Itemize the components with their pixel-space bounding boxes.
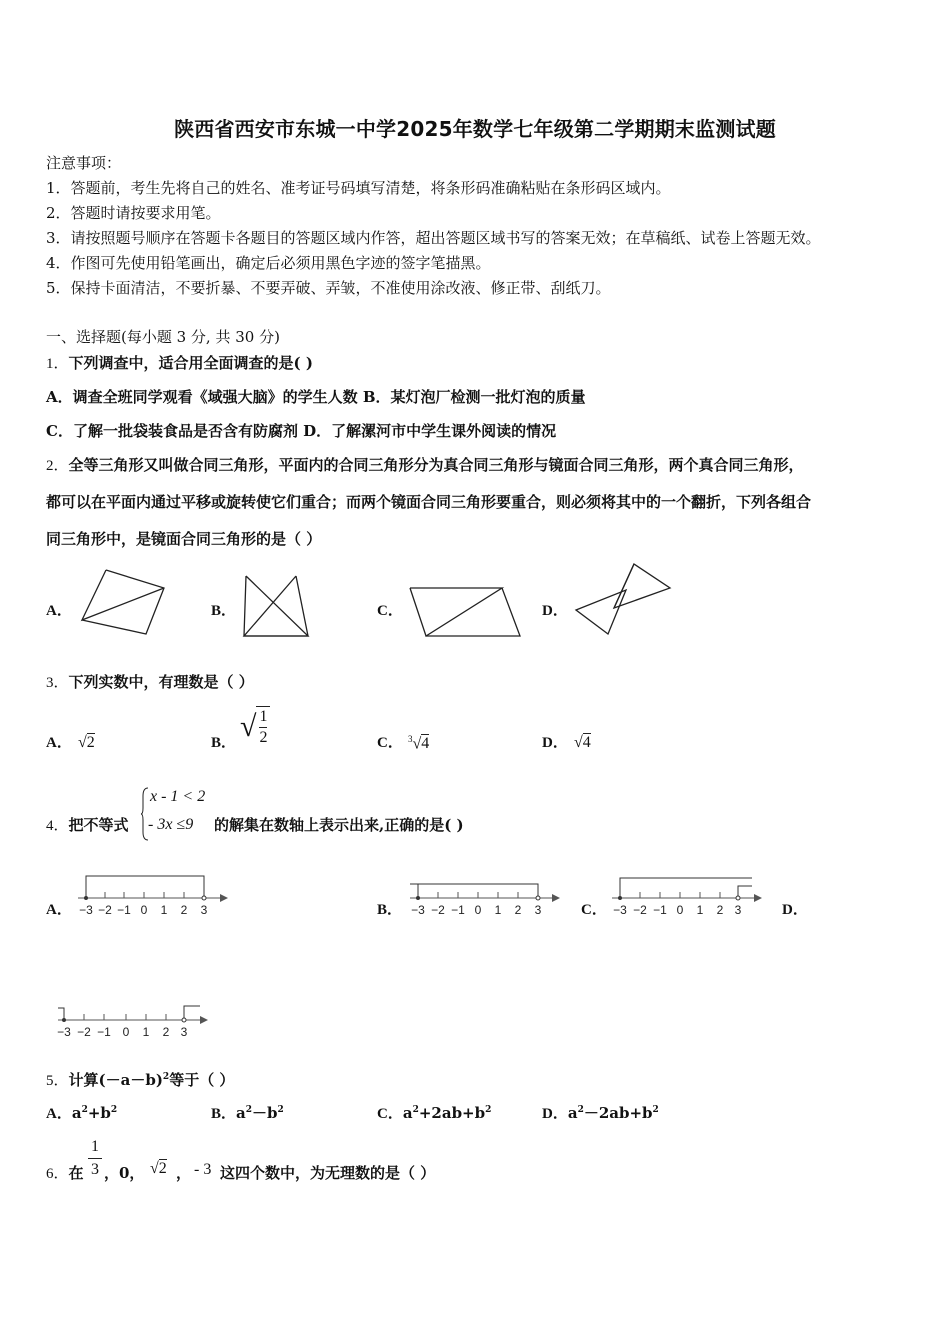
q3-option-c-label: C． [377, 735, 403, 751]
tick-label: 0 [140, 903, 148, 917]
notice-heading: 注意事项： [46, 154, 122, 172]
sqrt-icon: √ [150, 1160, 159, 1177]
q2-figure-b [238, 572, 314, 642]
triangle-shape [426, 588, 520, 636]
solution-range [184, 1006, 200, 1020]
fraction-numerator: 1 [88, 1136, 102, 1159]
radicand: 2 [86, 734, 95, 751]
q4-number-line-c [606, 870, 766, 926]
q6-negative: - 3 [194, 1161, 212, 1178]
question-2-line-2: 都可以在平面内通过平移或旋转使它们重合；而两个镜面合同三角形要重合，则必须将其中的一个翻折，下列各组合 [46, 493, 812, 511]
question-text: 全等三角形又叫做合同三角形，平面内的合同三角形分为真合同三角形与镜面合同三角形，两个真合同三角形， [68, 456, 804, 474]
tick-label: −1 [117, 903, 131, 917]
sqrt-icon: √ [78, 734, 87, 751]
question-number: 6． [46, 1166, 69, 1182]
page-title: 陕西省西安市东城一中学2025年数学七年级第二学期期末监测试题 [174, 117, 776, 141]
question-number: 5． [46, 1073, 69, 1089]
fraction-denominator: 3 [91, 1161, 99, 1178]
q6-zero: ，0， [104, 1164, 145, 1182]
q6-fraction [88, 1136, 102, 1181]
expression: 计算(－a－b) [68, 1071, 163, 1089]
tick-label: 0 [474, 903, 482, 917]
tick-label: 0 [122, 1025, 130, 1039]
notice-item-3: 3．请按照题号顺序在答题卡各题目的答题区域内作答，超出答题区域书写的答案无效；在草稿纸、试卷上答题无效。 [46, 229, 821, 247]
tick-label: −3 [613, 903, 627, 917]
solution-range [738, 886, 752, 898]
question-text-pre: 把不等式 [68, 816, 129, 834]
q2-option-c-label: C． [377, 603, 403, 619]
tick-label: 1 [494, 903, 502, 917]
radicand: 4 [421, 735, 430, 753]
notice-item-2: 2．答题时请按要求用笔。 [46, 204, 221, 222]
tick-label: 3 [180, 1025, 188, 1039]
option-label: A． [46, 1106, 72, 1122]
section-heading: 一、选择题(每小题 3 分, 共 30 分) [46, 328, 280, 346]
tick-label: 1 [142, 1025, 150, 1039]
q6-separator: ， [176, 1164, 192, 1182]
option-expression: $a^2+b^2$ [71, 1104, 118, 1122]
q3-option-a-label: A． [46, 735, 72, 751]
option-label: B． [211, 1106, 237, 1122]
question-number: 2． [46, 458, 69, 474]
tick-label: −2 [431, 903, 445, 917]
tick-label: 2 [180, 903, 188, 917]
q6-question-text: 这四个数中，为无理数的是（ ） [220, 1164, 436, 1182]
q5-option-d [542, 1102, 659, 1123]
solution-range [58, 1008, 64, 1020]
radicand: 2 [158, 1160, 167, 1177]
q5-option-a [46, 1102, 117, 1123]
tick-marks [620, 892, 738, 898]
notice-item-1: 1．答题前，考生先将自己的姓名、准考证号码填写清楚，将条形码准确粘贴在条形码区域内。 [46, 179, 671, 197]
q3-option-a [78, 734, 95, 752]
q5-option-c [377, 1102, 491, 1123]
solution-range [410, 884, 418, 898]
question-1 [46, 352, 313, 373]
tick-label: −1 [451, 903, 465, 917]
inequality-1: x - 1 < 2 [150, 788, 206, 805]
q3-option-c [408, 734, 429, 753]
question-text-post: 的解集在数轴上表示出来,正确的是( ) [214, 816, 464, 834]
question-number: 1． [46, 356, 69, 372]
tick-label: −1 [653, 903, 667, 917]
option-label: C． [377, 1106, 403, 1122]
exponent: 2 [162, 1072, 170, 1082]
inequality-2: - 3x ≤9 [148, 816, 194, 833]
option-expression: $a^2-b^2$ [236, 1104, 284, 1122]
triangle-shape [410, 588, 502, 636]
notice-item-5: 5．保持卡面清洁，不要折暴、不要弄破、弄皱，不准使用涂改液、修正带、刮纸刀。 [46, 279, 611, 297]
tick-label: −3 [411, 903, 425, 917]
question-text-pre: 在 [68, 1164, 84, 1182]
question-number: 4． [46, 818, 69, 834]
q4-option-c-label: C． [581, 902, 607, 918]
tick-label: 1 [160, 903, 168, 917]
q1-options-ab: A．调查全班同学观看《域强大脑》的学生人数 B．某灯泡厂检测一批灯泡的质量 [46, 388, 586, 406]
question-6 [46, 1162, 84, 1183]
q4-number-line-b [404, 870, 564, 926]
q3-option-b-label: B． [211, 735, 237, 751]
question-5 [46, 1069, 234, 1090]
question-2-line-3: 同三角形中，是镜面合同三角形的是（ ） [46, 530, 322, 548]
question-number: 3． [46, 675, 69, 691]
tick-label: 3 [734, 903, 742, 917]
tick-marks [64, 1014, 184, 1020]
tick-label: 1 [696, 903, 704, 917]
fraction-denominator: 2 [259, 729, 268, 746]
q4-option-d-label: D． [782, 902, 808, 918]
question-4 [46, 814, 129, 835]
notice-item-4: 4．作图可先使用铅笔画出，确定后必须用黑色字迹的签字笔描黑。 [46, 254, 491, 272]
question-text [69, 1071, 235, 1089]
q2-figure-d [572, 558, 676, 640]
tick-label: −2 [77, 1025, 91, 1039]
tick-label: 0 [676, 903, 684, 917]
q2-option-a-label: A． [46, 603, 72, 619]
option-expression: $a^2+2ab+b^2$ [402, 1104, 492, 1122]
option-label: D． [542, 1106, 568, 1122]
q2-option-b-label: B． [211, 603, 237, 619]
q2-figure-c [406, 582, 526, 642]
q2-figure-a [76, 566, 168, 638]
tick-marks [418, 892, 538, 898]
q4-number-line-d [52, 992, 212, 1048]
question-2-line-1 [46, 454, 804, 475]
tick-label: −2 [633, 903, 647, 917]
tick-label: 2 [716, 903, 724, 917]
q4-option-a-label: A． [46, 902, 72, 918]
sqrt-icon: √ [240, 710, 257, 743]
sqrt-icon: √ [574, 734, 583, 751]
q6-sqrt [150, 1160, 167, 1178]
q2-option-d-label: D． [542, 603, 568, 619]
q5-option-b [211, 1102, 284, 1123]
q3-option-b [240, 706, 270, 748]
tick-marks [86, 892, 204, 898]
question-tail: 等于（ ） [169, 1071, 235, 1089]
q4-option-b-label: B． [377, 902, 403, 918]
tick-label: −2 [98, 903, 112, 917]
radicand: 4 [582, 734, 591, 751]
solution-range [86, 876, 204, 898]
question-text: 下列实数中，有理数是（ ） [68, 673, 254, 691]
q1-options-cd: C．了解一批袋装食品是否含有防腐剂 D．了解漯河市中学生课外阅读的情况 [46, 422, 557, 440]
tick-label: −3 [57, 1025, 71, 1039]
q3-option-d-label: D． [542, 735, 568, 751]
question-text: 下列调查中，适合用全面调查的是( ) [68, 354, 313, 372]
triangle-shape [614, 564, 670, 608]
fraction-numerator: 1 [259, 707, 267, 728]
q3-option-d [574, 734, 591, 752]
tick-label: 2 [514, 903, 522, 917]
q4-number-line-a [72, 870, 234, 926]
question-3 [46, 671, 254, 692]
tick-label: −1 [97, 1025, 111, 1039]
triangle-shape [82, 570, 164, 634]
tick-label: 3 [200, 903, 208, 917]
tick-label: 3 [534, 903, 542, 917]
sqrt-icon: √ [412, 735, 422, 753]
triangle-shape [82, 570, 164, 620]
tick-label: 2 [162, 1025, 170, 1039]
root-index: 3 [408, 734, 413, 744]
option-expression: $a^2-2ab+b^2$ [567, 1104, 659, 1122]
tick-label: −3 [79, 903, 93, 917]
